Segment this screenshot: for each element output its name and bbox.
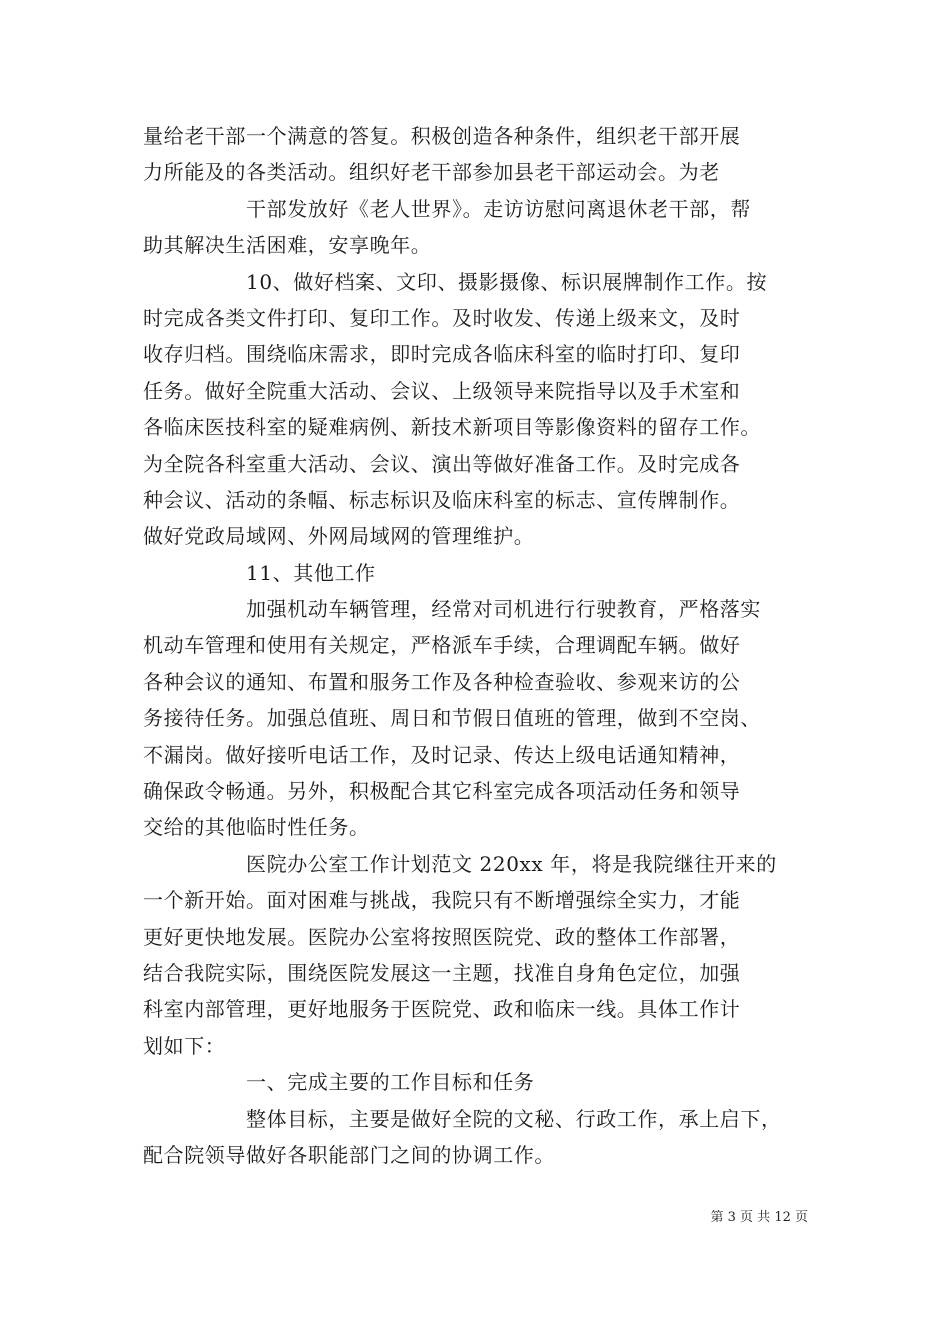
page-number-footer: 第 3 页 共 12 页 [710,1210,808,1225]
text-line: 为全院各科室重大活动、会议、演出等做好准备工作。及时完成各 [143,451,741,476]
text-line: 一、完成主要的工作目标和任务 [246,1070,535,1095]
text-line: 确保政令畅通。另外，积极配合其它科室完成各项活动任务和领导 [143,779,741,804]
text-line: 10、做好档案、文印、摄影摄像、标识展牌制作工作。按 [246,269,768,294]
text-line: 不漏岗。做好接听电话工作，及时记录、传达上级电话通知精神， [143,742,741,767]
text-line: 时完成各类文件打印、复印工作。及时收发、传递上级来文，及时 [143,305,741,330]
text-line: 种会议、活动的条幅、标志标识及临床科室的标志、宣传牌制作。 [143,487,741,512]
text-line: 收存归档。围绕临床需求，即时完成各临床科室的临时打印、复印 [143,342,741,367]
text-line: 助其解决生活困难，安享晚年。 [143,233,432,258]
document-body [143,118,833,1173]
text-line: 各临床医技科室的疑难病例、新技术新项目等影像资料的留存工作。 [143,415,761,440]
text-line: 任务。做好全院重大活动、会议、上级领导来院指导以及手术室和 [143,378,741,403]
text-line: 务接待任务。加强总值班、周日和节假日值班的管理，做到不空岗、 [143,706,761,731]
text-line: 机动车管理和使用有关规定，严格派车手续，合理调配车辆。做好 [143,633,741,658]
text-line: 力所能及的各类活动。组织好老干部参加县老干部运动会。为老 [143,160,720,185]
text-line: 配合院领导做好各职能部门之间的协调工作。 [143,1142,555,1167]
text-line: 干部发放好《老人世界》。走访访慰问离退休老干部，帮 [246,196,751,221]
text-line: 做好党政局域网、外网局域网的管理维护。 [143,524,535,549]
text-line: 整体目标，主要是做好全院的文秘、行政工作，承上启下， [246,1106,782,1131]
text-line: 交给的其他临时性任务。 [143,815,370,840]
text-line: 划如下： [143,1033,226,1058]
text-line: 科室内部管理，更好地服务于医院党、政和临床一线。具体工作计 [143,997,741,1022]
text-line: 加强机动车辆管理，经常对司机进行行驶教育，严格落实 [246,597,761,622]
text-line: 各种会议的通知、布置和服务工作及各种检查验收、参观来访的公 [143,669,741,694]
text-line: 医院办公室工作计划范文 220xx 年，将是我院继往开来的 [246,851,777,876]
text-line: 结合我院实际，围绕医院发展这一主题，找准自身角色定位，加强 [143,960,741,985]
text-line: 11、其他工作 [246,560,376,585]
text-line: 一个新开始。面对困难与挑战，我院只有不断增强综全实力，才能 [143,888,741,913]
text-line: 更好更快地发展。医院办公室将按照医院党、政的整体工作部署， [143,924,741,949]
text-line: 量给老干部一个满意的答复。积极创造各种条件，组织老干部开展 [143,124,741,148]
